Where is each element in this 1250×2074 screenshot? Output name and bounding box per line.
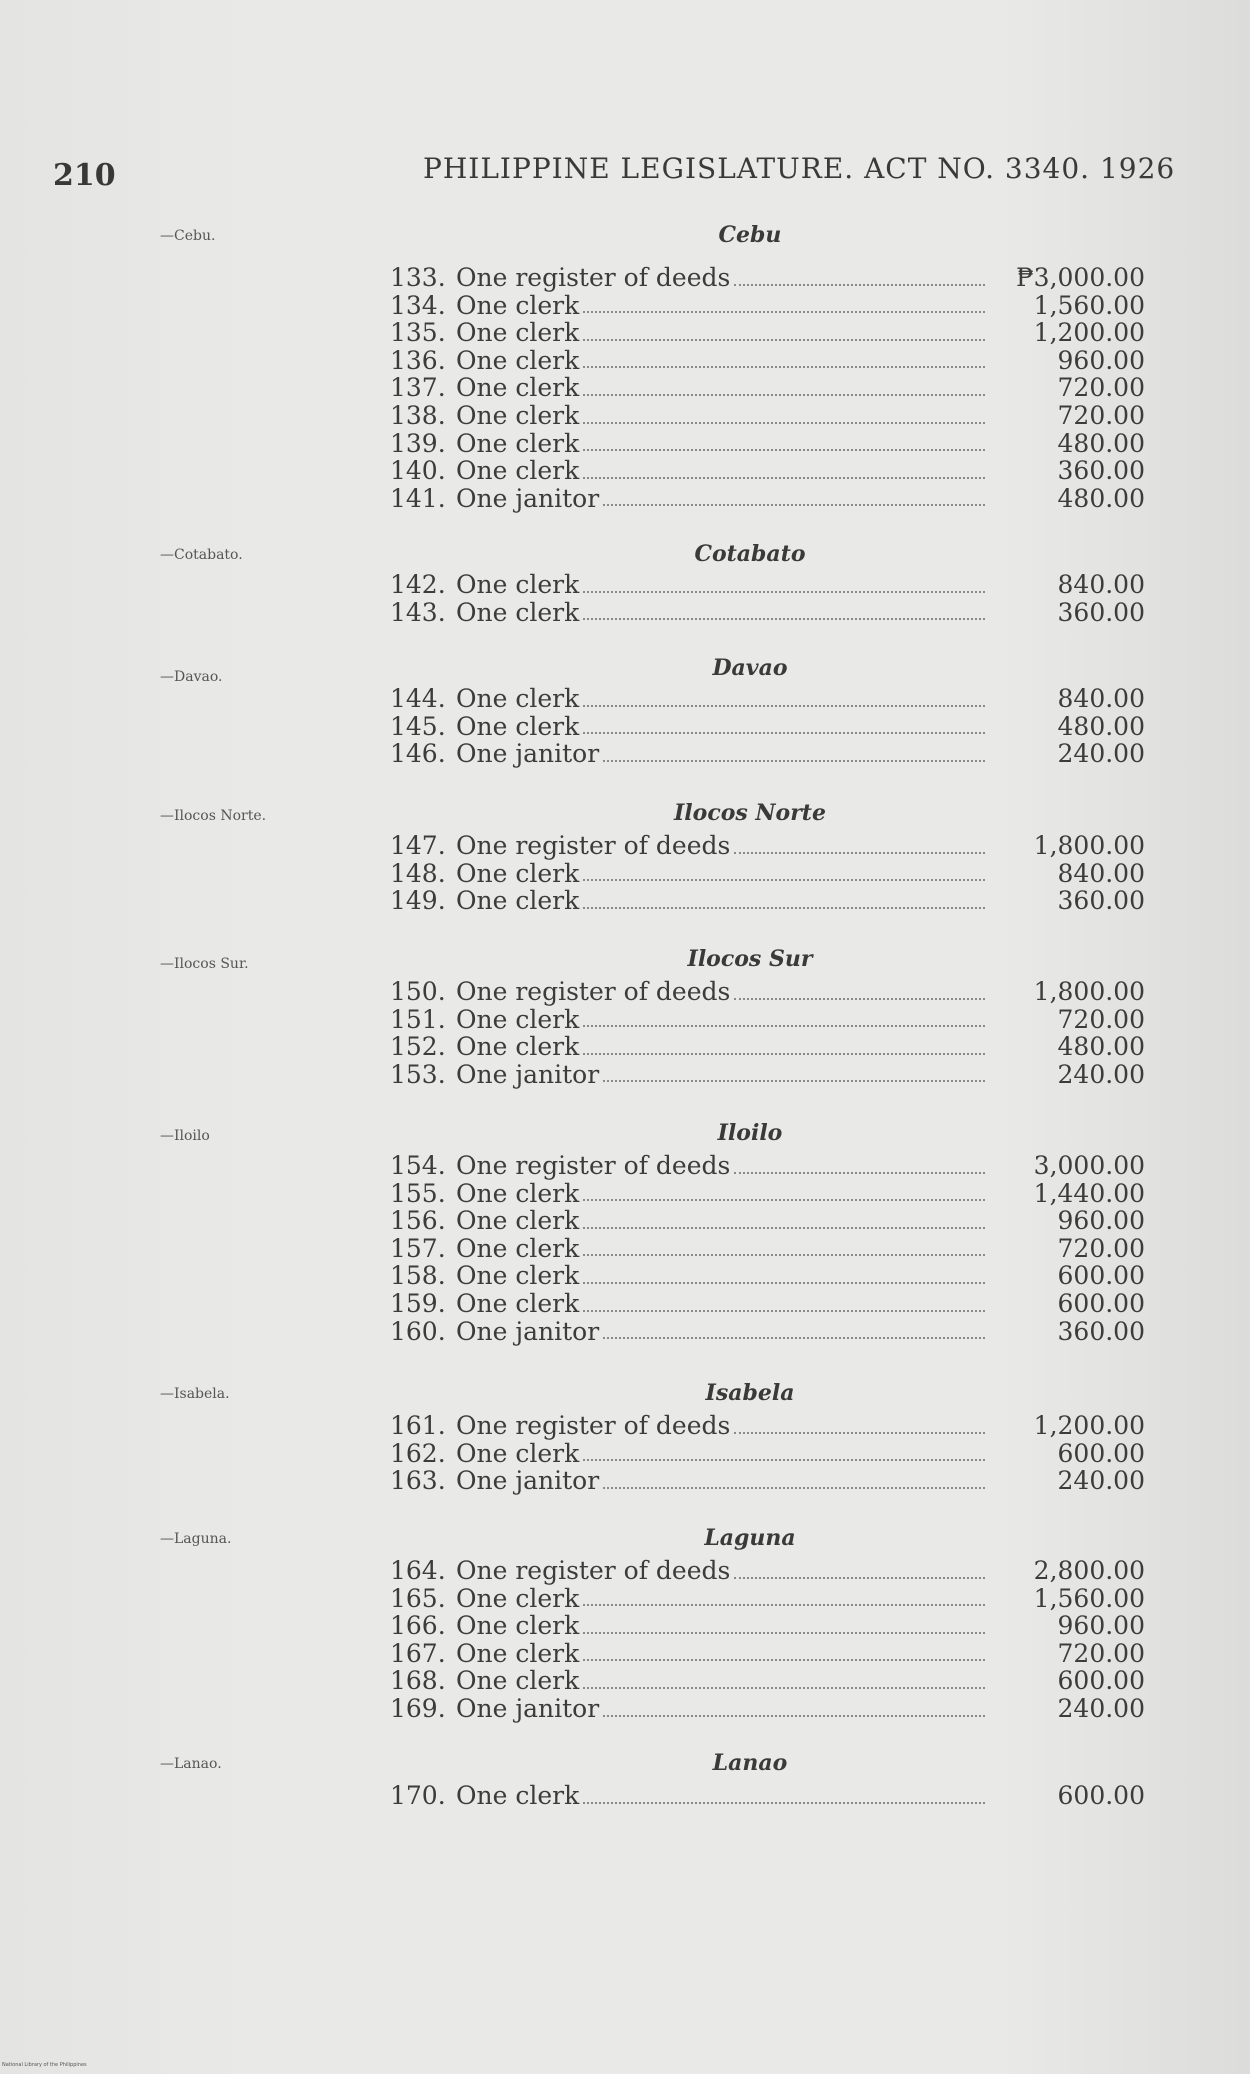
salary-amount: 480.00 [1057, 428, 1145, 458]
dot-leader [583, 1227, 985, 1229]
dot-leader [734, 1432, 985, 1434]
dot-leader [583, 394, 985, 396]
position-row [390, 402, 1145, 430]
position-row [390, 713, 1145, 741]
salary-amount: 480.00 [1057, 711, 1145, 741]
salary-amount: 360.00 [1057, 597, 1145, 627]
position-row [390, 1612, 1145, 1640]
position-row [390, 1033, 1145, 1061]
item-number: 140. [390, 456, 446, 486]
position-title: One clerk [456, 400, 580, 430]
dot-leader [583, 618, 985, 620]
item-number: 166. [390, 1611, 446, 1641]
item-number: 154. [390, 1151, 446, 1180]
position-title: One clerk [456, 1781, 580, 1810]
position-title: One clerk [456, 428, 580, 458]
item-number: 169. [390, 1693, 446, 1723]
margin-note: —Davao. [160, 669, 223, 685]
dot-leader [583, 311, 985, 313]
salary-amount: 720.00 [1057, 1004, 1145, 1034]
position-rows [390, 264, 1145, 512]
position-row [390, 1667, 1145, 1695]
position-title: One register of deeds [456, 977, 731, 1006]
salary-amount: 720.00 [1057, 1638, 1145, 1668]
position-rows [390, 1782, 1145, 1810]
salary-amount: 2,800.00 [1033, 1556, 1145, 1585]
dot-leader [734, 852, 985, 854]
position-row [390, 1440, 1145, 1468]
position-rows [390, 978, 1145, 1088]
salary-amount: 240.00 [1057, 739, 1145, 769]
running-head: PHILIPPINE LEGISLATURE. ACT NO. 3340. 1926 [423, 152, 1176, 185]
position-title: One clerk [456, 345, 580, 375]
position-title: One janitor [456, 1059, 600, 1089]
dot-leader [583, 705, 985, 707]
section-title: Laguna [704, 1525, 796, 1551]
position-title: One clerk [456, 1206, 580, 1236]
position-title: One janitor [456, 1316, 600, 1346]
position-title: One janitor [456, 483, 600, 513]
dot-leader [603, 760, 985, 762]
salary-amount: 360.00 [1057, 456, 1145, 486]
section-title: Ilocos Sur [687, 946, 813, 972]
section-title: Iloilo [717, 1120, 783, 1146]
item-number: 141. [390, 483, 446, 513]
item-number: 146. [390, 739, 446, 769]
position-title: One clerk [456, 373, 580, 403]
margin-note: —Ilocos Norte. [160, 808, 267, 824]
position-title: One clerk [456, 456, 580, 486]
position-row [390, 1695, 1145, 1723]
position-row [390, 1180, 1145, 1208]
salary-amount: 240.00 [1057, 1059, 1145, 1089]
position-title: One clerk [456, 886, 580, 916]
dot-leader [583, 477, 985, 479]
position-row [390, 347, 1145, 375]
position-row [390, 978, 1145, 1006]
position-title: One clerk [456, 1438, 580, 1468]
dot-leader [734, 998, 985, 1000]
salary-amount: 480.00 [1057, 483, 1145, 513]
scan-footer: National Library of the Philippines [2, 2062, 87, 2068]
item-number: 153. [390, 1059, 446, 1089]
position-title: One clerk [456, 1611, 580, 1641]
position-row [390, 264, 1145, 292]
position-row [390, 599, 1145, 627]
item-number: 163. [390, 1466, 446, 1496]
salary-amount: 360.00 [1057, 1316, 1145, 1346]
position-title: One register of deeds [456, 1411, 731, 1440]
salary-amount: 3,000.00 [1033, 1151, 1145, 1180]
position-row [390, 887, 1145, 915]
item-number: 136. [390, 345, 446, 375]
section-title: Isabela [705, 1380, 795, 1406]
dot-leader [583, 1687, 985, 1689]
dot-leader [603, 1715, 985, 1717]
page-number: 210 [53, 158, 116, 193]
dot-leader [583, 366, 985, 368]
salary-amount: 600.00 [1057, 1666, 1145, 1696]
item-number: 139. [390, 428, 446, 458]
dot-leader [583, 1199, 985, 1201]
item-number: 134. [390, 290, 446, 320]
position-title: One clerk [456, 684, 580, 713]
position-title: One register of deeds [456, 263, 731, 292]
salary-amount: 840.00 [1057, 684, 1145, 713]
section-title: Cotabato [694, 541, 806, 567]
position-row [390, 740, 1145, 768]
position-title: One clerk [456, 597, 580, 627]
position-row [390, 1640, 1145, 1668]
position-row [390, 457, 1145, 485]
dot-leader [583, 1459, 985, 1461]
item-number: 135. [390, 318, 446, 348]
dot-leader [603, 1080, 985, 1082]
position-row [390, 1006, 1145, 1034]
margin-note: —Cotabato. [160, 547, 243, 563]
salary-amount: 960.00 [1057, 1206, 1145, 1236]
salary-amount: 1,560.00 [1033, 1583, 1145, 1613]
position-title: One clerk [456, 570, 580, 599]
position-row [390, 860, 1145, 888]
position-title: One clerk [456, 711, 580, 741]
margin-note: —Laguna. [160, 1531, 232, 1547]
dot-leader [603, 1337, 985, 1339]
margin-note: —Isabela. [160, 1386, 230, 1402]
position-title: One register of deeds [456, 831, 731, 860]
dot-leader [583, 1025, 985, 1027]
dot-leader [583, 591, 985, 593]
item-number: 149. [390, 886, 446, 916]
item-number: 161. [390, 1411, 446, 1440]
margin-note: —Lanao. [160, 1756, 222, 1772]
position-title: One clerk [456, 318, 580, 348]
salary-amount: 480.00 [1057, 1032, 1145, 1062]
item-number: 142. [390, 570, 446, 599]
dot-leader [583, 449, 985, 451]
position-row [390, 1782, 1145, 1810]
salary-amount: 960.00 [1057, 345, 1145, 375]
item-number: 170. [390, 1781, 446, 1810]
position-row [390, 1318, 1145, 1346]
position-row [390, 685, 1145, 713]
salary-amount: 600.00 [1057, 1781, 1145, 1810]
position-title: One clerk [456, 1233, 580, 1263]
item-number: 151. [390, 1004, 446, 1034]
position-row [390, 1290, 1145, 1318]
position-row [390, 1207, 1145, 1235]
item-number: 148. [390, 858, 446, 888]
salary-amount: 960.00 [1057, 1611, 1145, 1641]
dot-leader [583, 907, 985, 909]
position-title: One clerk [456, 1178, 580, 1208]
dot-leader [603, 504, 985, 506]
salary-amount: 840.00 [1057, 570, 1145, 599]
item-number: 168. [390, 1666, 446, 1696]
section-title: Cebu [718, 222, 782, 248]
item-number: 144. [390, 684, 446, 713]
item-number: 155. [390, 1178, 446, 1208]
position-title: One clerk [456, 1261, 580, 1291]
position-rows [390, 1152, 1145, 1345]
item-number: 145. [390, 711, 446, 741]
salary-amount: ₱3,000.00 [1016, 263, 1145, 292]
position-rows [390, 1557, 1145, 1723]
margin-note: —Cebu. [160, 228, 216, 244]
section-title: Ilocos Norte [674, 800, 826, 826]
position-title: One clerk [456, 290, 580, 320]
dot-leader [734, 1172, 985, 1174]
dot-leader [583, 1310, 985, 1312]
dot-leader [583, 1604, 985, 1606]
position-row [390, 1585, 1145, 1613]
salary-amount: 1,800.00 [1033, 831, 1145, 860]
salary-amount: 1,440.00 [1033, 1178, 1145, 1208]
item-number: 147. [390, 831, 446, 860]
item-number: 150. [390, 977, 446, 1006]
salary-amount: 1,560.00 [1033, 290, 1145, 320]
position-row [390, 292, 1145, 320]
position-row [390, 374, 1145, 402]
item-number: 162. [390, 1438, 446, 1468]
item-number: 152. [390, 1032, 446, 1062]
position-row [390, 1262, 1145, 1290]
position-row [390, 1557, 1145, 1585]
item-number: 165. [390, 1583, 446, 1613]
dot-leader [734, 1577, 985, 1579]
position-title: One register of deeds [456, 1556, 731, 1585]
position-row [390, 1467, 1145, 1495]
item-number: 137. [390, 373, 446, 403]
dot-leader [583, 1632, 985, 1634]
item-number: 164. [390, 1556, 446, 1585]
position-title: One clerk [456, 858, 580, 888]
salary-amount: 720.00 [1057, 400, 1145, 430]
position-row [390, 832, 1145, 860]
dot-leader [583, 732, 985, 734]
dot-leader [583, 879, 985, 881]
position-rows [390, 685, 1145, 768]
position-row [390, 1412, 1145, 1440]
dot-leader [583, 339, 985, 341]
salary-amount: 360.00 [1057, 886, 1145, 916]
position-row [390, 1235, 1145, 1263]
position-row [390, 1152, 1145, 1180]
section-title: Lanao [712, 1750, 788, 1776]
position-title: One clerk [456, 1032, 580, 1062]
item-number: 158. [390, 1261, 446, 1291]
salary-amount: 600.00 [1057, 1261, 1145, 1291]
position-title: One janitor [456, 1466, 600, 1496]
position-title: One clerk [456, 1288, 580, 1318]
item-number: 157. [390, 1233, 446, 1263]
item-number: 159. [390, 1288, 446, 1318]
position-title: One clerk [456, 1583, 580, 1613]
position-row [390, 430, 1145, 458]
salary-amount: 1,200.00 [1033, 1411, 1145, 1440]
salary-amount: 240.00 [1057, 1693, 1145, 1723]
dot-leader [583, 1282, 985, 1284]
position-row [390, 319, 1145, 347]
section-title: Davao [712, 655, 788, 681]
item-number: 167. [390, 1638, 446, 1668]
position-row [390, 1061, 1145, 1089]
position-title: One janitor [456, 1693, 600, 1723]
item-number: 143. [390, 597, 446, 627]
dot-leader [583, 1802, 985, 1804]
dot-leader [583, 422, 985, 424]
item-number: 160. [390, 1316, 446, 1346]
salary-amount: 1,200.00 [1033, 318, 1145, 348]
salary-amount: 840.00 [1057, 858, 1145, 888]
salary-amount: 1,800.00 [1033, 977, 1145, 1006]
salary-amount: 720.00 [1057, 373, 1145, 403]
position-rows [390, 571, 1145, 626]
dot-leader [603, 1487, 985, 1489]
position-title: One clerk [456, 1638, 580, 1668]
salary-amount: 240.00 [1057, 1466, 1145, 1496]
position-title: One clerk [456, 1004, 580, 1034]
dot-leader [583, 1254, 985, 1256]
item-number: 133. [390, 263, 446, 292]
salary-amount: 600.00 [1057, 1288, 1145, 1318]
margin-note: —Iloilo [160, 1128, 210, 1144]
dot-leader [734, 284, 985, 286]
item-number: 138. [390, 400, 446, 430]
position-rows [390, 832, 1145, 915]
position-row [390, 571, 1145, 599]
position-title: One register of deeds [456, 1151, 731, 1180]
salary-amount: 720.00 [1057, 1233, 1145, 1263]
position-rows [390, 1412, 1145, 1495]
position-title: One clerk [456, 1666, 580, 1696]
dot-leader [583, 1659, 985, 1661]
position-title: One janitor [456, 739, 600, 769]
margin-note: —Ilocos Sur. [160, 956, 249, 972]
position-row [390, 485, 1145, 513]
salary-amount: 600.00 [1057, 1438, 1145, 1468]
item-number: 156. [390, 1206, 446, 1236]
dot-leader [583, 1053, 985, 1055]
